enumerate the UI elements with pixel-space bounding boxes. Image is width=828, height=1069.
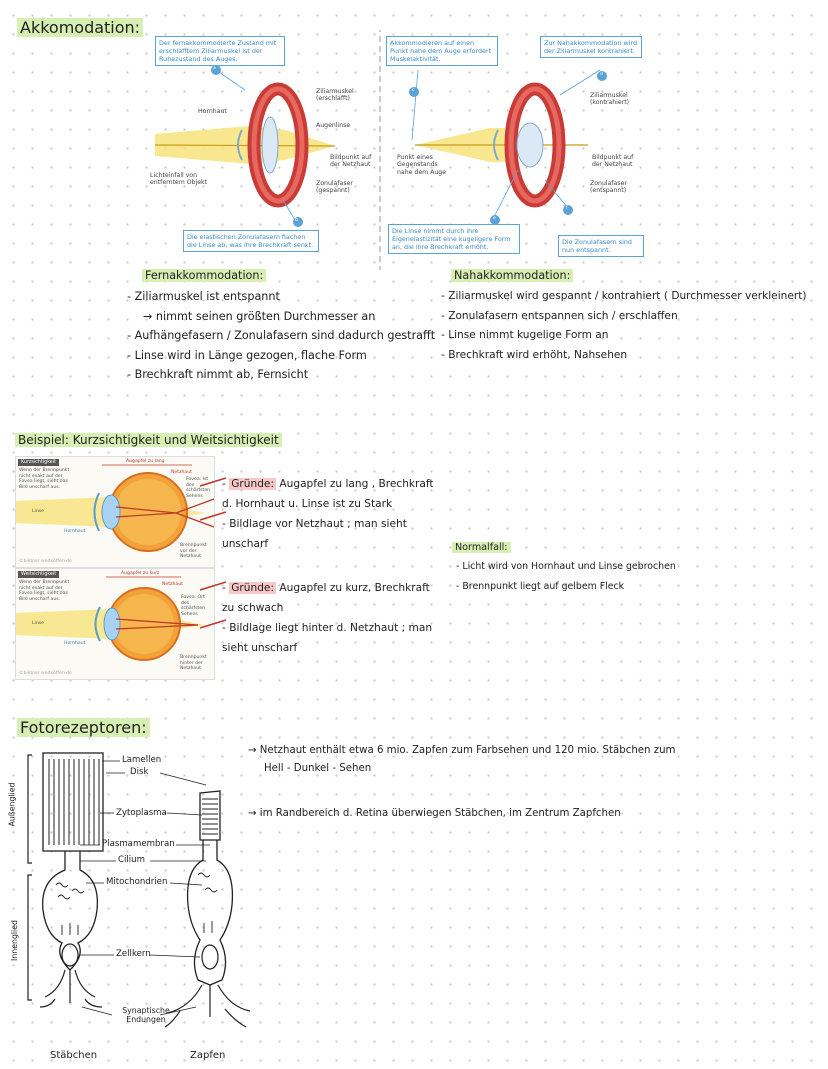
cilium-label: Cilium <box>118 855 145 865</box>
kurz-desc: Wenn der Brennpunkt nicht exakt auf der Fovea liegt, sieht das Bild unscharf aus. <box>19 468 70 490</box>
kurz-measure: Augapfel zu lang <box>126 459 165 464</box>
plasmamembran-label: Plasmamembran <box>102 839 175 849</box>
box-e: Die Linse nimmt durch ihre Eigenelastizität eine kugeligere Form an, die ihre Brechkraft erhöht. <box>388 224 520 254</box>
kurz-line4: unscharf <box>222 538 269 550</box>
nah-list <box>441 287 807 365</box>
box-b: Die elastischen Zonulafasern flachen die Linse ab, was ihre Brechkraft senkt. <box>183 230 319 252</box>
kurzsichtigkeit-panel <box>15 456 215 568</box>
akkomodation-title <box>17 18 143 37</box>
kurzsicht-notes <box>222 474 434 554</box>
weit-line1-text: Augapfel zu kurz, Brechkraft <box>276 582 430 594</box>
fern-list <box>127 287 435 385</box>
letter-e: e <box>493 216 496 221</box>
fern-line: - Linse wird in Länge gezogen, flache Form <box>127 348 367 362</box>
bildpunkt-right-label: Bildpunkt auf der Netzhaut <box>592 154 634 169</box>
ziliarmuskel-right-label: Ziliarmuskel (kontrahiert) <box>590 92 630 107</box>
letter-f: f <box>566 206 568 211</box>
kurz-line1: - Gründe: Augapfel zu lang , Brechkraft <box>222 478 434 490</box>
hornhaut-label: Hornhaut <box>198 108 227 115</box>
kurz-line1-text: Augapfel zu lang , Brechkraft <box>276 478 434 490</box>
fotorezeptoren-title <box>17 718 150 737</box>
normal-line: - Brennpunkt liegt auf gelbem Fleck <box>456 581 625 592</box>
fern-heading-text: Fernakkommodation: <box>142 269 266 282</box>
weit-line2: zu schwach <box>222 602 284 614</box>
nah-line: - Brechkraft wird erhöht, Nahsehen <box>441 348 628 361</box>
aussenglied-label: Außenglied <box>7 782 17 827</box>
kurz-credit: ©bildner-weitsöffen.de <box>19 559 72 564</box>
note-line: → im Randbereich d. Retina überwiegen Stäbchen, im Zentrum Zapfchen <box>248 808 621 819</box>
akkomodation-title-text: Akkomodation: <box>17 18 143 37</box>
box-a: Der fernakkommodierte Zustand mit erschlafftem Ziliarmuskel ist der Ruhezustand des Auges. <box>155 36 285 66</box>
weitsichtigkeit-tag: Weitsichtigkeit <box>18 571 59 578</box>
kurz-line2: d. Hornhaut u. Linse ist zu Stark <box>222 498 393 510</box>
kurz-gruende-label: Gründe: <box>231 478 275 490</box>
nah-heading-text: Nahakkommodation: <box>451 269 573 282</box>
fern-heading <box>142 266 266 286</box>
weit-line1: - Gründe: Augapfel zu kurz, Brechkraft <box>222 582 430 594</box>
weit-brennpunkt: Brennpunkt hinter der Netzhaut <box>180 655 207 672</box>
fern-line: - Aufhängefasern / Zonulafasern sind dadurch gestrafft <box>127 329 436 342</box>
nah-line: - Linse nimmt kugelige Form an <box>441 329 609 341</box>
akkomodation-diagram <box>150 30 650 270</box>
kurzsichtigkeit-tag: Kurzsichtigkeit <box>18 459 59 466</box>
kurz-fovea: Fovea: Ist des schärfsten Sehens <box>186 477 211 499</box>
letter-a: a <box>213 66 216 71</box>
zellkern-label: Zellkern <box>116 949 151 959</box>
normalfall-heading <box>452 538 511 558</box>
weit-line4: sieht unscharf <box>222 642 298 654</box>
letter-c: c <box>412 88 415 93</box>
zapfen-label: Zapfen <box>190 1050 226 1061</box>
kurz-netzhaut: Netzhaut <box>171 470 192 475</box>
weit-measure: Augapfel zu kurz <box>121 571 160 576</box>
weit-fovea: Fovea: Ort des schärfsten Sehens <box>181 595 206 617</box>
beispiel-title-text: Beispiel: Kurzsichtigkeit und Weitsichtigkeit <box>15 433 282 447</box>
weit-line3: - Bildlage liegt hinter d. Netzhaut ; man <box>222 622 433 634</box>
fotorezeptoren-notes <box>248 742 675 778</box>
lichteinfall-label: Lichteinfall von entferntem Objekt <box>150 172 208 187</box>
staebchen-label: Stäbchen <box>50 1050 98 1061</box>
box-d: Zur Nahakkommodation wird der Ziliarmuskel kontrahiert. <box>540 36 642 58</box>
note-line: → Netzhaut enthält etwa 6 mio. Zapfen zum Farbsehen und 120 mio. Stäbchen zum <box>248 745 676 756</box>
kurz-line3: - Bildlage vor Netzhaut ; man sieht <box>222 518 407 530</box>
nah-line: - Ziliarmuskel wird gespannt / kontrahiert ( Durchmesser verkleinert) <box>441 290 807 302</box>
kurz-hornhaut: Hornhaut <box>64 529 86 534</box>
letter-d: d <box>600 72 603 77</box>
fern-line: - Ziliarmuskel ist entspannt <box>127 290 280 303</box>
weit-linse: Linse <box>32 621 44 626</box>
weitsichtigkeit-panel <box>15 568 215 680</box>
beispiel-title <box>15 433 282 447</box>
punkt-label: Punkt eines Gegenstands nahe dem Auge <box>397 154 447 176</box>
nah-line: - Zonulafasern entspannen sich / erschlaffen <box>441 309 678 322</box>
augenlinse-label: Augenlinse <box>316 122 351 129</box>
normalfall-heading-text: Normalfall: <box>452 542 511 553</box>
zonulafaser-right-label: Zonulafaser (entspannt) <box>590 180 627 195</box>
weit-desc: Wenn der Brennpunkt nicht exakt auf der Fovea liegt, sieht das Bild unscharf aus. <box>19 580 70 602</box>
weitsicht-notes <box>222 578 432 658</box>
mitochondrien-label: Mitochondrien <box>106 877 168 887</box>
photoreceptor-drawing <box>10 745 250 1050</box>
letter-b: b <box>295 218 298 223</box>
nah-heading <box>451 266 573 286</box>
normal-line: - Licht wird von Hornhaut und Linse gebrochen <box>456 561 676 572</box>
weit-credit: ©bildner-weitsöffen.de <box>19 671 72 676</box>
disk-label: Disk <box>130 767 149 777</box>
weit-gruende-label: Gründe: <box>231 582 275 594</box>
bildpunkt-left-label: Bildpunkt auf der Netzhaut <box>330 154 372 169</box>
synaptische-label: Synaptische Endungen <box>122 1006 170 1024</box>
weit-netzhaut: Netzhaut <box>162 582 183 587</box>
box-f: Die Zonulafasern sind nun entspannt. <box>558 235 644 257</box>
fern-line: - Brechkraft nimmt ab, Fernsicht <box>127 368 309 381</box>
lamellen-label: Lamellen <box>122 755 162 765</box>
weit-hornhaut: Hornhaut <box>64 641 86 646</box>
fern-line: → nimmt seinen größten Durchmesser an <box>143 309 376 323</box>
kurz-linse: Linse <box>32 509 44 514</box>
innenglied-label: Innenglied <box>9 920 19 961</box>
kurz-brennpunkt: Brennpunkt vor der Netzhaut <box>180 543 207 560</box>
fotorezeptoren-title-text: Fotorezeptoren: <box>17 718 150 737</box>
normalfall-list <box>456 557 676 597</box>
zytoplasma-label: Zytoplasma <box>116 808 167 818</box>
ziliarmuskel-left-label: Ziliarmuskel (erschlafft) <box>316 88 354 103</box>
zonulafaser-left-label: Zonulafaser (gespannt) <box>316 180 353 195</box>
note-line: Hell - Dunkel - Sehen <box>264 763 372 774</box>
fotorezeptoren-note-2 <box>248 804 621 824</box>
box-c: Akkommodieren auf einen Punkt nahe dem Auge erfordert Muskelaktivität. <box>386 36 498 66</box>
